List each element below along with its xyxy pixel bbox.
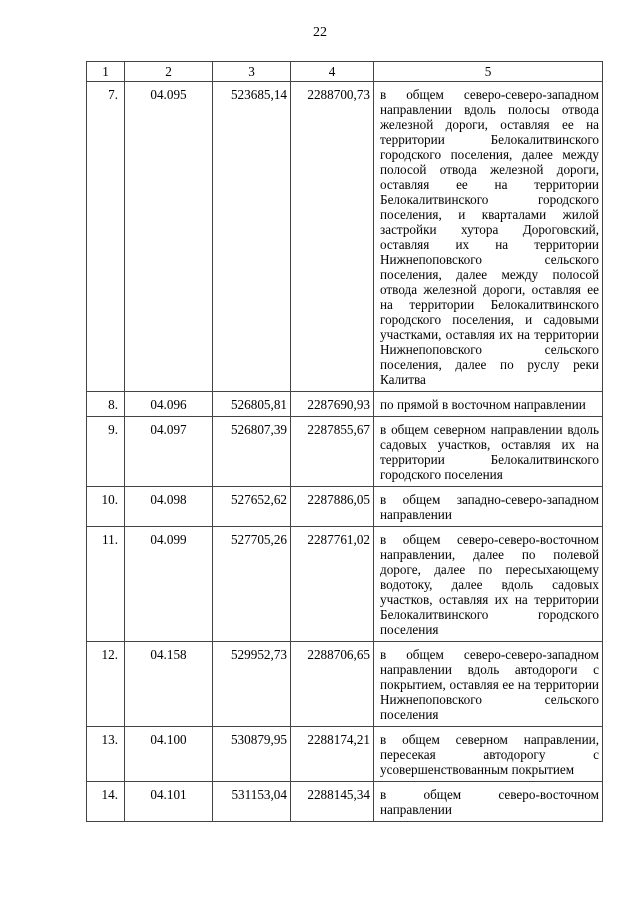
header-col-1: 1 bbox=[87, 62, 125, 82]
table-row bbox=[87, 392, 603, 417]
coord-x: 529952,73 bbox=[213, 642, 291, 727]
row-number: 10. bbox=[87, 487, 125, 527]
table-row bbox=[87, 727, 603, 782]
boundary-description: в общем западно-северо-западном направлении bbox=[374, 487, 603, 527]
boundary-description: в общем северо-восточном направлении bbox=[374, 782, 603, 822]
table-row bbox=[87, 782, 603, 822]
row-number: 9. bbox=[87, 417, 125, 487]
point-code: 04.101 bbox=[125, 782, 213, 822]
boundary-table bbox=[86, 61, 603, 822]
table-body bbox=[87, 82, 603, 822]
table-row bbox=[87, 527, 603, 642]
point-code: 04.097 bbox=[125, 417, 213, 487]
table-header bbox=[87, 62, 603, 82]
boundary-description: в общем северном направлении вдоль садовых участков, оставляя их на территории Белокалитвинского городского поселения bbox=[374, 417, 603, 487]
table-row bbox=[87, 642, 603, 727]
coord-y: 2287886,05 bbox=[291, 487, 374, 527]
boundary-description: в общем северо-северо-восточном направлении, далее по полевой дороге, далее по пересыхающему водотоку, далее вдоль садовых участков, оставляя их на территории Белокалитвинского городского поселения bbox=[374, 527, 603, 642]
coord-x: 531153,04 bbox=[213, 782, 291, 822]
point-code: 04.096 bbox=[125, 392, 213, 417]
coord-x: 527705,26 bbox=[213, 527, 291, 642]
page-number: 22 bbox=[313, 25, 327, 40]
row-number: 14. bbox=[87, 782, 125, 822]
coord-x: 530879,95 bbox=[213, 727, 291, 782]
row-number: 12. bbox=[87, 642, 125, 727]
row-number: 13. bbox=[87, 727, 125, 782]
coord-x: 527652,62 bbox=[213, 487, 291, 527]
coord-x: 526805,81 bbox=[213, 392, 291, 417]
header-row bbox=[87, 62, 603, 82]
table-row bbox=[87, 487, 603, 527]
coord-x: 523685,14 bbox=[213, 82, 291, 392]
point-code: 04.098 bbox=[125, 487, 213, 527]
boundary-description: в общем северо-северо-западном направлении вдоль полосы отвода железной дороги, оставляя ее на территории Белокалитвинского городского поселения, далее между полосой отвода железной дороги, оставляя ее на территории Белокалитвинского городского поселения, и кварталами жилой застройки хутора Дороговский, оставляя их на территории Нижнепоповского сельского поселения, далее между полосой отвода железной дороги, оставляя ее на территории Белокалитвинского городского поселения, и садовыми участками, оставляя их на территории Нижнепоповского сельского поселения, далее по руслу реки Калитва bbox=[374, 82, 603, 392]
coord-y: 2288145,34 bbox=[291, 782, 374, 822]
boundary-description: в общем северо-северо-западном направлении вдоль автодороги с покрытием, оставляя ее на территории Нижнепоповского сельского поселения bbox=[374, 642, 603, 727]
table-row bbox=[87, 417, 603, 487]
table-row bbox=[87, 82, 603, 392]
coord-y: 2287690,93 bbox=[291, 392, 374, 417]
coord-y: 2287761,02 bbox=[291, 527, 374, 642]
boundary-description: по прямой в восточном направлении bbox=[374, 392, 603, 417]
row-number: 8. bbox=[87, 392, 125, 417]
coord-y: 2288174,21 bbox=[291, 727, 374, 782]
row-number: 11. bbox=[87, 527, 125, 642]
point-code: 04.158 bbox=[125, 642, 213, 727]
header-col-3: 3 bbox=[213, 62, 291, 82]
coord-x: 526807,39 bbox=[213, 417, 291, 487]
coord-y: 2288700,73 bbox=[291, 82, 374, 392]
point-code: 04.099 bbox=[125, 527, 213, 642]
point-code: 04.095 bbox=[125, 82, 213, 392]
point-code: 04.100 bbox=[125, 727, 213, 782]
row-number: 7. bbox=[87, 82, 125, 392]
header-col-4: 4 bbox=[291, 62, 374, 82]
coord-y: 2288706,65 bbox=[291, 642, 374, 727]
header-col-5: 5 bbox=[374, 62, 603, 82]
header-col-2: 2 bbox=[125, 62, 213, 82]
boundary-description: в общем северном направлении, пересекая автодорогу с усовершенствованным покрытием bbox=[374, 727, 603, 782]
coord-y: 2287855,67 bbox=[291, 417, 374, 487]
